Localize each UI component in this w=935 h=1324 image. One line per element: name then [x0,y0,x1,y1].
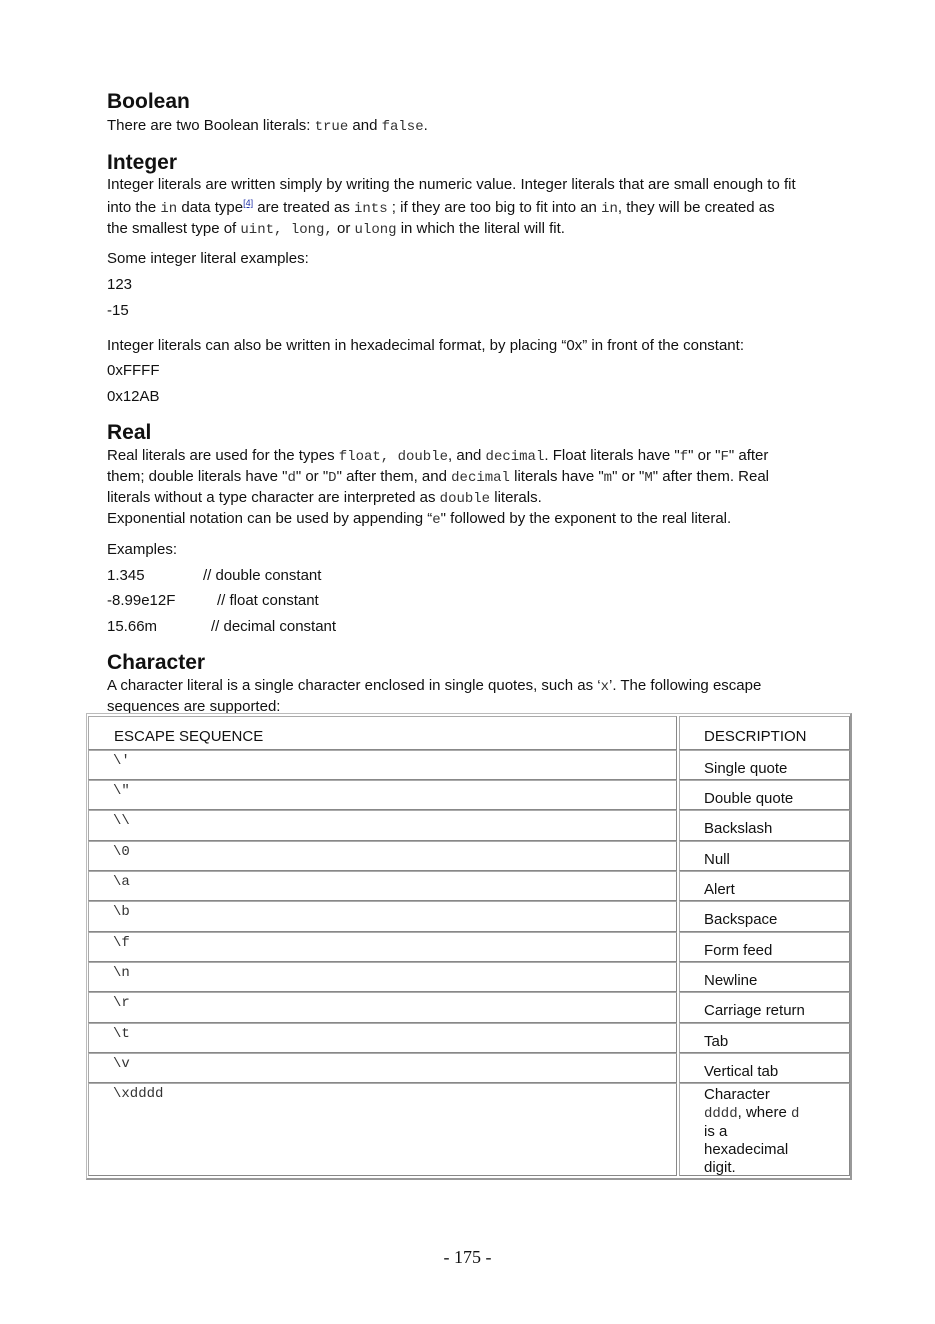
escape-desc [704,1086,799,1177]
boolean-paragraph [107,116,428,137]
heading-boolean: Boolean [107,90,190,113]
table-row [88,871,677,901]
text-line: literals without a type character are interpreted as double literals. [107,489,542,507]
escape-seq: \' [113,753,130,769]
escape-desc: Alert [704,881,735,898]
escape-desc: Backspace [704,911,778,928]
text-line: them; double literals have "d" or "D" after them, and decimal literals have "m" or "M" after them. Real [107,468,770,486]
escape-desc: Form feed [704,942,773,959]
table-header-cell [679,716,850,750]
text-line: Character [704,1086,770,1103]
heading-real: Real [107,421,152,444]
escape-desc: Carriage return [704,1002,805,1019]
escape-seq: \0 [113,844,130,860]
hex-intro: Integer literals can also be written in hexadecimal format, by placing “0x” in front of the constant: [107,337,744,354]
table-row [679,871,850,901]
table-row [88,841,677,871]
heading-character: Character [107,651,206,674]
table-row [679,810,850,841]
text-line: is a [704,1123,728,1140]
escape-seq: \b [113,904,130,920]
escape-seq: \f [113,935,130,951]
text-line: hexadecimal [704,1141,789,1158]
table-row [88,1053,677,1083]
table-row [88,901,677,932]
escape-desc: Backslash [704,820,773,837]
table-row [679,750,850,780]
integer-paragraph [107,175,796,240]
escape-sequence-table [86,713,852,1180]
table-row [679,932,850,962]
text-line: the smallest type of uint, long, or ulong in which the literal will fit. [107,220,565,238]
escape-seq: \v [113,1056,130,1072]
escape-desc: Newline [704,972,758,989]
escape-desc: Double quote [704,790,794,807]
column-header-escape-sequence: ESCAPE SEQUENCE [114,728,264,745]
real-example-comment: // float constant [217,592,319,609]
real-example-value: 1.345 [107,567,145,584]
escape-seq: \n [113,965,130,981]
table-row [88,932,677,962]
table-row [88,750,677,780]
integer-example: 123 [107,276,133,293]
table-row [679,1053,850,1083]
real-paragraph [107,446,769,530]
real-example-comment: // double constant [203,567,322,584]
heading-integer: Integer [107,151,178,174]
escape-seq: \r [113,995,130,1011]
escape-desc: Vertical tab [704,1063,779,1080]
table-row [88,780,677,810]
hex-example: 0xFFFF [107,362,160,379]
text-line: digit. [704,1159,736,1176]
integer-examples-intro: Some integer literal examples: [107,250,309,267]
escape-seq: \" [113,783,130,799]
real-example-value: 15.66m [107,618,158,635]
table-row [679,962,850,992]
text-line: Exponential notation can be used by appending “e" followed by the exponent to the real literal. [107,510,732,528]
escape-seq: \\ [113,813,130,829]
table-row [679,901,850,932]
page-number: - 175 - [443,1247,492,1267]
text: There are two Boolean literals: [107,117,315,134]
text-line: dddd, where d [704,1104,800,1122]
text: . [423,117,428,134]
text-line: into the in data type[4] are treated as ints ; if they are too big to fit into an in, they will be created as [107,198,775,217]
text-line: A character literal is a single character enclosed in single quotes, such as ‘x’. The following escape [107,677,762,695]
real-example-comment: // decimal constant [211,618,337,635]
footnote-link[interactable]: [4] [243,198,254,208]
text-line: Integer literals are written simply by writing the numeric value. Integer literals that are small enough to fit [107,176,796,193]
escape-seq: \a [113,874,130,890]
table-header-cell [88,716,677,750]
table-row [88,1023,677,1053]
real-examples-intro: Examples: [107,541,178,558]
text: and [348,117,382,134]
column-header-description: DESCRIPTION [704,728,807,745]
real-example-value: -8.99e12F [107,592,176,609]
code-false: false [381,119,424,135]
escape-desc: Single quote [704,760,788,777]
table-row [88,1083,677,1176]
table-row [679,1023,850,1053]
escape-seq: \xdddd [113,1086,164,1102]
escape-seq: \t [113,1026,130,1042]
table-row [88,992,677,1023]
table-row [88,810,677,841]
character-paragraph [107,676,761,716]
table-row [679,841,850,871]
table-row [679,1083,850,1176]
text-line: sequences are supported: [107,698,281,715]
table-row [88,962,677,992]
escape-desc: Tab [704,1033,729,1050]
table-row [679,780,850,810]
hex-example: 0x12AB [107,388,160,405]
table-row [679,992,850,1023]
text-line: Real literals are used for the types float, double, and decimal. Float literals have "f" or "F" after [107,447,769,465]
integer-example: -15 [107,302,129,319]
escape-desc: Null [704,851,730,868]
code-true: true [314,119,349,135]
